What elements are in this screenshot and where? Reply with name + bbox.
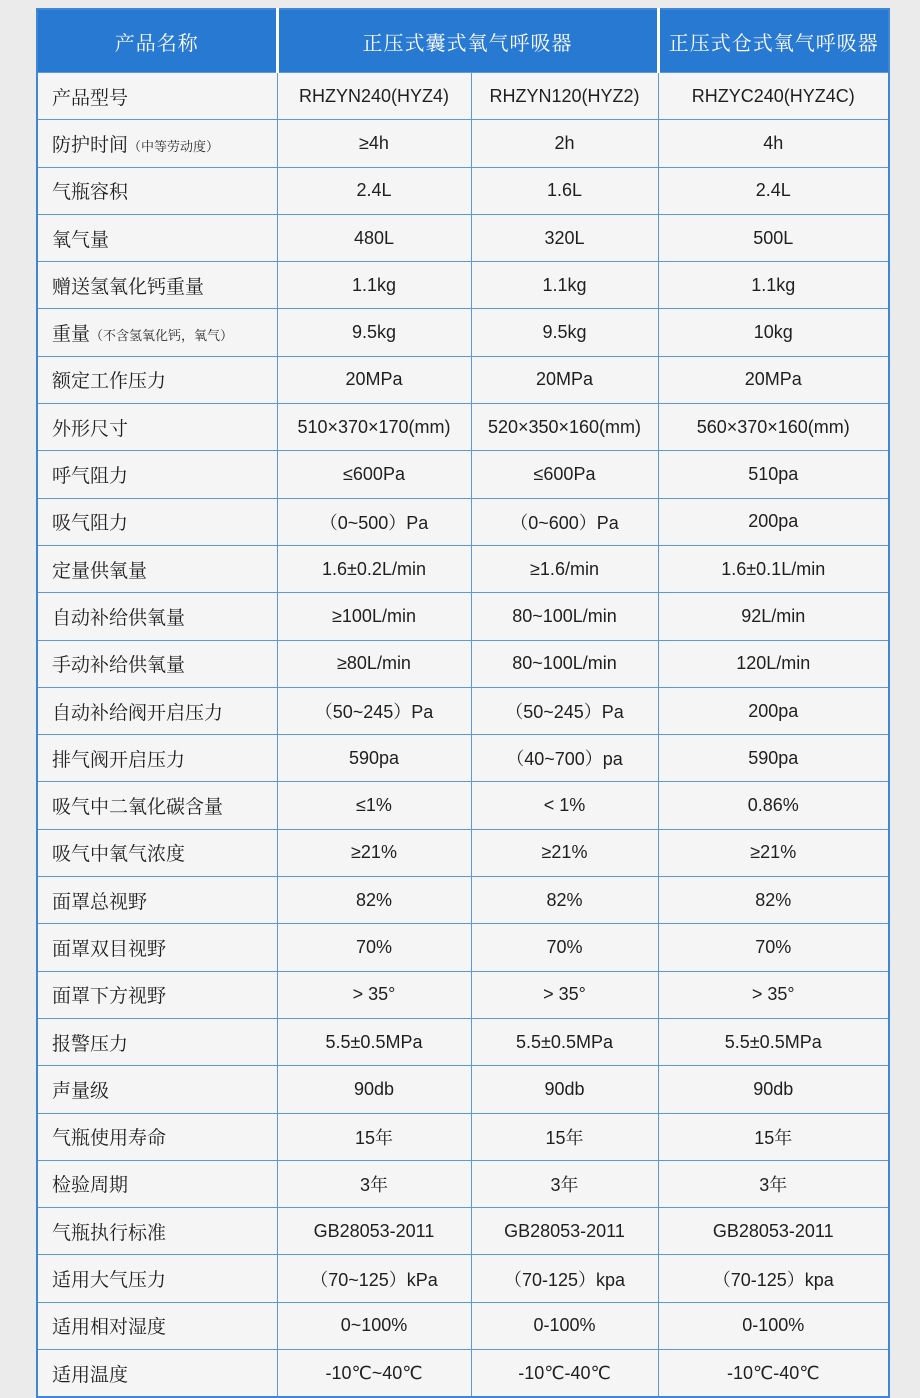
spec-value-cell: 320L [471, 214, 658, 261]
spec-value-cell: RHZYC240(HYZ4C) [658, 73, 889, 120]
spec-value-cell: 560×370×160(mm) [658, 404, 889, 451]
table-row [37, 1208, 889, 1255]
spec-value-cell: 2.4L [277, 167, 471, 214]
spec-row-label: 声量级 [37, 1066, 277, 1113]
spec-value-cell: 0-100% [471, 1302, 658, 1349]
header-bag-type-respirator: 正压式囊式氧气呼吸器 [277, 9, 658, 73]
spec-value-cell: 2h [471, 120, 658, 167]
spec-value-cell: 80~100L/min [471, 593, 658, 640]
spec-value-cell: 1.1kg [471, 262, 658, 309]
spec-value-cell: 15年 [471, 1113, 658, 1160]
spec-value-cell: 90db [277, 1066, 471, 1113]
spec-value-cell: （40~700）pa [471, 735, 658, 782]
spec-value-cell: 80~100L/min [471, 640, 658, 687]
spec-value-cell: 590pa [277, 735, 471, 782]
table-row [37, 877, 889, 924]
spec-value-cell: 10kg [658, 309, 889, 356]
spec-row-label: 吸气中氧气浓度 [37, 829, 277, 876]
spec-row-label: 检验周期 [37, 1160, 277, 1207]
spec-value-cell: 0.86% [658, 782, 889, 829]
spec-value-cell: 590pa [658, 735, 889, 782]
spec-value-cell: 510×370×170(mm) [277, 404, 471, 451]
spec-value-cell: 15年 [277, 1113, 471, 1160]
spec-row-label: 面罩总视野 [37, 877, 277, 924]
spec-row-label: 重量（不含氢氧化钙，氧气） [37, 309, 277, 356]
spec-value-cell: 5.5±0.5MPa [277, 1018, 471, 1065]
spec-value-cell: > 35° [658, 971, 889, 1018]
spec-value-cell: （50~245）Pa [471, 687, 658, 734]
spec-value-cell: 5.5±0.5MPa [471, 1018, 658, 1065]
table-row [37, 120, 889, 167]
spec-value-cell: 0~100% [277, 1302, 471, 1349]
spec-value-cell: 120L/min [658, 640, 889, 687]
table-row [37, 1113, 889, 1160]
spec-value-cell: 3年 [277, 1160, 471, 1207]
spec-row-label: 气瓶容积 [37, 167, 277, 214]
spec-value-cell: ≥1.6/min [471, 545, 658, 592]
spec-row-label: 吸气阻力 [37, 498, 277, 545]
table-row [37, 73, 889, 120]
table-row [37, 1255, 889, 1302]
spec-value-cell: 510pa [658, 451, 889, 498]
header-chamber-type-respirator: 正压式仓式氧气呼吸器 [658, 9, 889, 73]
spec-value-cell: -10℃-40℃ [658, 1350, 889, 1398]
spec-value-cell: -10℃~40℃ [277, 1350, 471, 1398]
spec-value-cell: （50~245）Pa [277, 687, 471, 734]
table-row [37, 1160, 889, 1207]
table-row [37, 1350, 889, 1398]
spec-value-cell: 20MPa [277, 356, 471, 403]
spec-row-label: 呼气阻力 [37, 451, 277, 498]
table-row [37, 829, 889, 876]
table-row [37, 924, 889, 971]
table-row [37, 782, 889, 829]
spec-value-cell: 90db [471, 1066, 658, 1113]
table-row [37, 214, 889, 261]
spec-value-cell: （70-125）kpa [471, 1255, 658, 1302]
spec-value-cell: 1.6±0.2L/min [277, 545, 471, 592]
spec-row-label: 气瓶执行标准 [37, 1208, 277, 1255]
table-row [37, 640, 889, 687]
spec-value-cell: 15年 [658, 1113, 889, 1160]
table-row [37, 687, 889, 734]
spec-row-label: 外形尺寸 [37, 404, 277, 451]
spec-row-label: 手动补给供氧量 [37, 640, 277, 687]
spec-row-label: 报警压力 [37, 1018, 277, 1065]
spec-row-label: 面罩下方视野 [37, 971, 277, 1018]
spec-value-cell: ≥100L/min [277, 593, 471, 640]
spec-table-body [37, 73, 889, 1398]
spec-value-cell: 1.6±0.1L/min [658, 545, 889, 592]
table-row [37, 404, 889, 451]
spec-value-cell: ≤1% [277, 782, 471, 829]
spec-value-cell: ≤600Pa [277, 451, 471, 498]
spec-row-label: 防护时间（中等劳动度） [37, 120, 277, 167]
spec-value-cell: RHZYN120(HYZ2) [471, 73, 658, 120]
table-row [37, 1302, 889, 1349]
spec-value-cell: （0~500）Pa [277, 498, 471, 545]
table-row [37, 309, 889, 356]
spec-value-cell: 20MPa [471, 356, 658, 403]
spec-value-cell: 9.5kg [471, 309, 658, 356]
spec-value-cell: 1.6L [471, 167, 658, 214]
spec-value-cell: 500L [658, 214, 889, 261]
table-row [37, 356, 889, 403]
spec-row-label: 适用大气压力 [37, 1255, 277, 1302]
table-row [37, 593, 889, 640]
spec-value-cell: 3年 [658, 1160, 889, 1207]
spec-value-cell: 70% [277, 924, 471, 971]
table-row [37, 167, 889, 214]
spec-row-label: 吸气中二氧化碳含量 [37, 782, 277, 829]
spec-value-cell: 70% [658, 924, 889, 971]
spec-value-cell: GB28053-2011 [471, 1208, 658, 1255]
spec-row-label: 气瓶使用寿命 [37, 1113, 277, 1160]
table-row [37, 1018, 889, 1065]
spec-value-cell: 20MPa [658, 356, 889, 403]
spec-row-label: 排气阀开启压力 [37, 735, 277, 782]
spec-value-cell: 0-100% [658, 1302, 889, 1349]
spec-table-header [37, 9, 889, 73]
spec-value-cell: 3年 [471, 1160, 658, 1207]
spec-value-cell: 520×350×160(mm) [471, 404, 658, 451]
spec-value-cell: 200pa [658, 498, 889, 545]
spec-row-label: 自动补给阀开启压力 [37, 687, 277, 734]
spec-row-label-note: （不含氢氧化钙，氧气） [90, 328, 234, 344]
table-row [37, 451, 889, 498]
spec-row-label: 定量供氧量 [37, 545, 277, 592]
table-row [37, 545, 889, 592]
spec-value-cell: 82% [471, 877, 658, 924]
spec-value-cell: 82% [658, 877, 889, 924]
spec-value-cell: 92L/min [658, 593, 889, 640]
spec-value-cell: ≥4h [277, 120, 471, 167]
spec-row-label: 自动补给供氧量 [37, 593, 277, 640]
spec-value-cell: 200pa [658, 687, 889, 734]
spec-row-label: 额定工作压力 [37, 356, 277, 403]
spec-value-cell: < 1% [471, 782, 658, 829]
spec-row-label: 适用相对湿度 [37, 1302, 277, 1349]
spec-value-cell: 5.5±0.5MPa [658, 1018, 889, 1065]
spec-row-label: 适用温度 [37, 1350, 277, 1398]
spec-value-cell: -10℃-40℃ [471, 1350, 658, 1398]
spec-row-label: 氧气量 [37, 214, 277, 261]
header-row [37, 9, 889, 73]
spec-value-cell: 9.5kg [277, 309, 471, 356]
spec-value-cell: > 35° [471, 971, 658, 1018]
spec-value-cell: （70~125）kPa [277, 1255, 471, 1302]
header-product-name: 产品名称 [37, 9, 277, 73]
spec-value-cell: 70% [471, 924, 658, 971]
spec-value-cell: ≥21% [277, 829, 471, 876]
spec-value-cell: 1.1kg [277, 262, 471, 309]
spec-value-cell: 82% [277, 877, 471, 924]
spec-row-label: 面罩双目视野 [37, 924, 277, 971]
spec-value-cell: （70-125）kpa [658, 1255, 889, 1302]
spec-row-label-note: （中等劳动度） [128, 138, 220, 154]
spec-row-label: 产品型号 [37, 73, 277, 120]
table-row [37, 971, 889, 1018]
spec-value-cell: 4h [658, 120, 889, 167]
table-row [37, 1066, 889, 1113]
spec-value-cell: ≥80L/min [277, 640, 471, 687]
spec-value-cell: 2.4L [658, 167, 889, 214]
spec-value-cell: 480L [277, 214, 471, 261]
spec-value-cell: ≥21% [658, 829, 889, 876]
spec-value-cell: 1.1kg [658, 262, 889, 309]
spec-value-cell: （0~600）Pa [471, 498, 658, 545]
spec-row-label: 赠送氢氧化钙重量 [37, 262, 277, 309]
table-row [37, 498, 889, 545]
spec-value-cell: ≤600Pa [471, 451, 658, 498]
spec-value-cell: 90db [658, 1066, 889, 1113]
spec-value-cell: ≥21% [471, 829, 658, 876]
product-spec-table [36, 8, 890, 1398]
table-row [37, 735, 889, 782]
spec-value-cell: GB28053-2011 [658, 1208, 889, 1255]
spec-value-cell: GB28053-2011 [277, 1208, 471, 1255]
table-row [37, 262, 889, 309]
spec-value-cell: > 35° [277, 971, 471, 1018]
spec-value-cell: RHZYN240(HYZ4) [277, 73, 471, 120]
